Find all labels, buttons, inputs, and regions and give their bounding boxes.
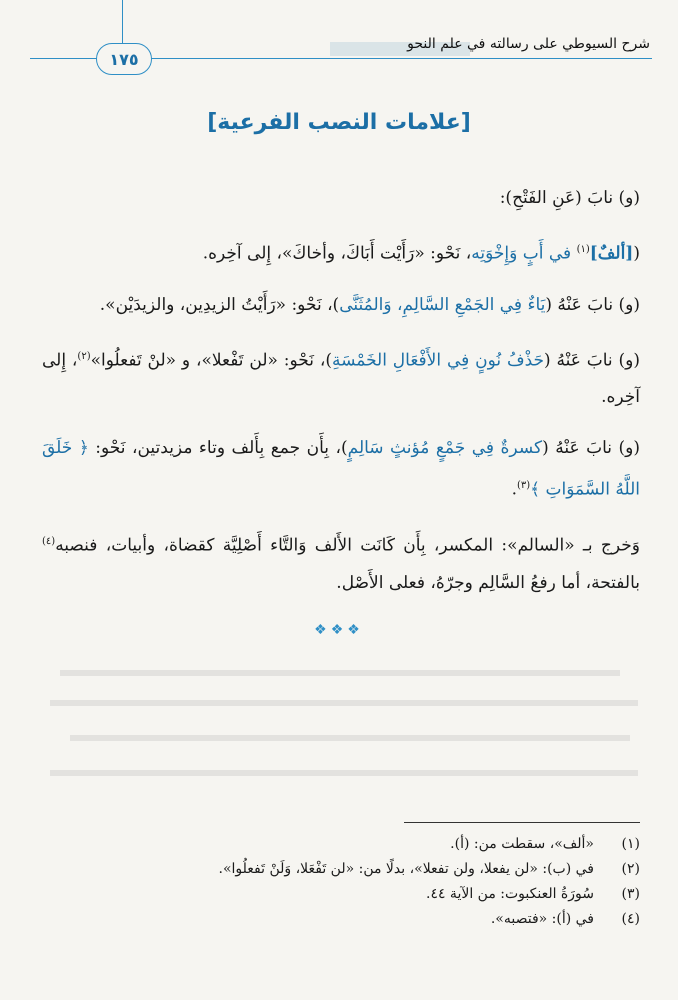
section-separator: ❖❖❖ xyxy=(314,622,364,638)
paragraph-text: )، نَحْو: «لن تَفْعلا»، و «لنْ تَفعلُوا» xyxy=(90,350,332,371)
paragraph-text: وَخرج بـ «السالم»: المكسر، بِأَن كَانَت الأَلف وَالتَّاء أَصْلِيَّة كقضاة، وأبيات، فنصبه xyxy=(55,535,640,556)
footnote-number: (٤) xyxy=(621,911,640,927)
highlighted-text: كسرةٌ فِي جَمْعٍ مُؤنثٍ سَالِمٍ xyxy=(347,438,543,459)
paragraph-text: )، نَحْو: «رَأَيْتُ الزيدِين، والزيدَيْن». xyxy=(99,294,340,315)
body-text xyxy=(42,180,640,616)
page-number-badge xyxy=(96,43,152,75)
highlighted-text: حَذْفُ نُونٍ فِي الأَفْعَالِ الخَمْسَةِ xyxy=(331,350,545,371)
paragraph-text: (و) نابَ عَنْهُ ( xyxy=(542,438,640,459)
footnote-item xyxy=(42,882,640,907)
paragraph xyxy=(42,430,640,509)
footnote-item xyxy=(42,832,640,857)
paragraph-text: ، إِلى آخِره. xyxy=(42,350,640,408)
footnote-rule xyxy=(404,822,640,823)
footnotes xyxy=(42,832,640,932)
paragraph-text: )، بِأَن جمع بِأَلف وتاء مزيدتين، نَحْو: xyxy=(88,438,348,459)
footnote-text: «ألف»، سقطت من: (أ). xyxy=(450,836,594,852)
paragraph xyxy=(42,523,640,602)
footnote-ref[interactable]: (١) xyxy=(576,244,590,255)
paragraph-text: ، نَحْو: «رَأَيْت أَبَاكَ، وأخاكَ»، إِلى آخِره. xyxy=(202,243,472,264)
footnote-text: في (ب): «لن يفعلا، ولن تفعلا»، بدلًا من: «لن تَفْعَلا، وَلَنْ تَفعلُوا». xyxy=(218,861,594,877)
paragraph xyxy=(42,287,640,324)
page-number: ١٧٥ xyxy=(109,49,139,69)
quran-quote: ﴿ خَلَقَ اللَّهُ السَّمَوَاتِ ﴾ xyxy=(42,438,640,500)
bleed-through-text xyxy=(50,660,638,800)
footnote-text: في (أ): «فتصبه». xyxy=(490,911,594,927)
footnote-ref[interactable]: (٤) xyxy=(42,535,56,547)
paragraph-text: (و) نابَ (عَنِ الفَتْحِ): xyxy=(499,188,640,208)
footnote-text: سُورَةُ العنكبوت: من الآية ٤٤. xyxy=(425,886,594,902)
paragraph-text: (و) نابَ عَنْهُ ( xyxy=(545,294,640,315)
footnote-item xyxy=(42,907,640,932)
footnote-number: (١) xyxy=(621,836,640,852)
paragraph xyxy=(42,180,640,217)
paragraph xyxy=(42,231,640,273)
paragraph-text: بالفتحة، أما رفعُ السَّالِم وجرّهُ، فعلى الأَصْل. xyxy=(336,572,640,593)
footnote-ref[interactable]: (٢) xyxy=(77,350,91,362)
footnote-number: (٢) xyxy=(621,861,640,877)
paragraph-text: . xyxy=(511,479,517,500)
footnote-number: (٣) xyxy=(621,886,640,902)
running-header-title: شرح السيوطي على رسالته في علم النحو xyxy=(407,36,650,52)
paragraph xyxy=(42,338,640,417)
highlighted-text: في أَبٍ وَإِخْوَتِه xyxy=(471,243,572,264)
paragraph-text: ( xyxy=(633,243,640,264)
section-heading: [علامات النصب الفرعية] xyxy=(207,110,471,135)
paragraph-text: (و) نابَ عَنْهُ ( xyxy=(544,350,640,371)
footnote-item xyxy=(42,857,640,882)
term: [ألفٌ] xyxy=(589,243,634,264)
footnote-ref[interactable]: (٣) xyxy=(516,480,531,492)
highlighted-text: يَاءٌ فِي الجَمْعِ السَّالِمِ، وَالمُثَنَّى xyxy=(339,294,546,315)
